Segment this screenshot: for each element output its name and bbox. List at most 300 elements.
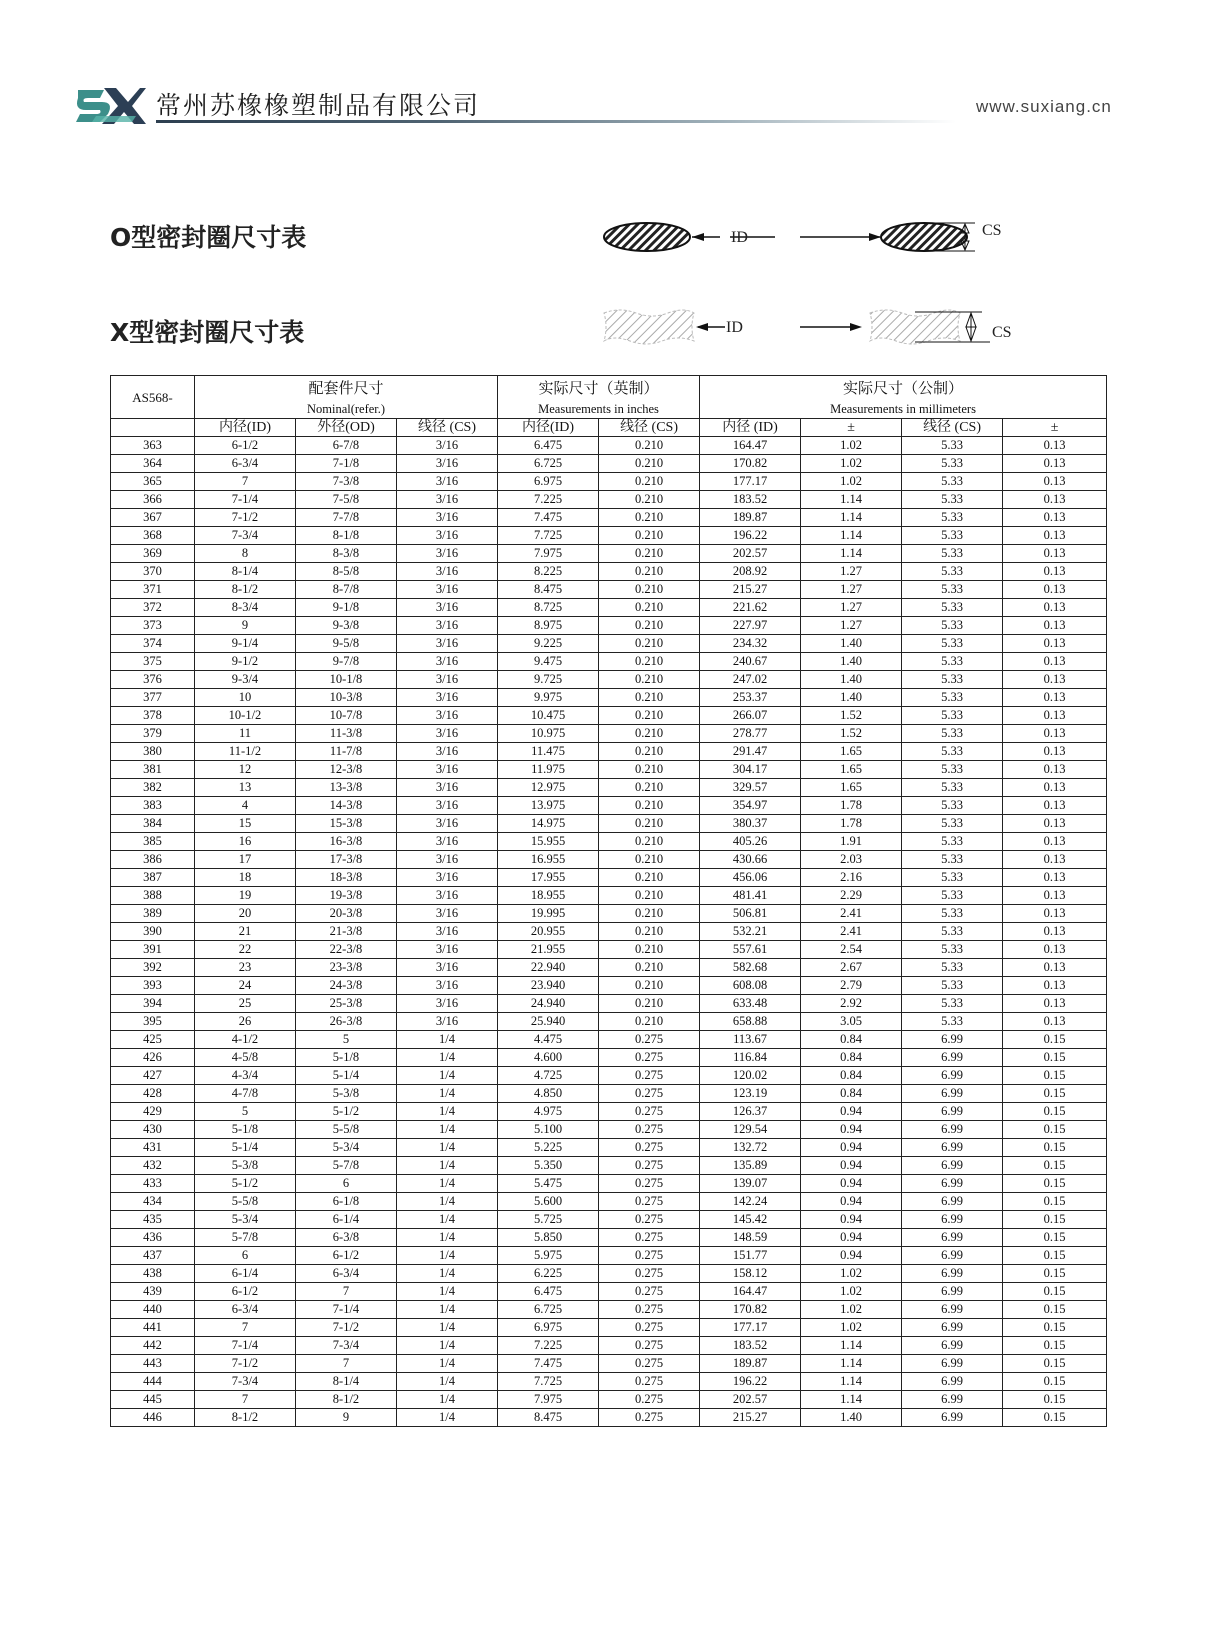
table-cell: 0.210 — [599, 509, 700, 527]
group-subheader-nominal: Nominal(refer.) — [195, 400, 498, 419]
table-cell: 5.33 — [902, 887, 1003, 905]
as568-code-cell: 438 — [111, 1265, 195, 1283]
table-cell: 5.100 — [498, 1121, 599, 1139]
table-cell: 7-1/8 — [296, 455, 397, 473]
table-cell: 253.37 — [700, 689, 801, 707]
table-cell: 3/16 — [397, 509, 498, 527]
table-cell: 0.13 — [1003, 545, 1107, 563]
table-cell: 9 — [195, 617, 296, 635]
table-cell: 3/16 — [397, 527, 498, 545]
table-cell: 291.47 — [700, 743, 801, 761]
table-cell: 5-1/8 — [195, 1121, 296, 1139]
table-cell: 3/16 — [397, 905, 498, 923]
table-cell: 215.27 — [700, 581, 801, 599]
table-cell: 6-1/4 — [195, 1265, 296, 1283]
table-cell: 0.13 — [1003, 509, 1107, 527]
table-cell: 21-3/8 — [296, 923, 397, 941]
table-cell: 0.210 — [599, 563, 700, 581]
table-cell: 196.22 — [700, 1373, 801, 1391]
as568-code-cell: 391 — [111, 941, 195, 959]
table-cell: 4-7/8 — [195, 1085, 296, 1103]
table-cell: 7-3/8 — [296, 473, 397, 491]
table-cell: 11 — [195, 725, 296, 743]
table-cell: 196.22 — [700, 527, 801, 545]
table-cell: 6-3/4 — [296, 1265, 397, 1283]
table-cell: 1/4 — [397, 1103, 498, 1121]
table-cell: 6.99 — [902, 1409, 1003, 1427]
table-cell: 11-1/2 — [195, 743, 296, 761]
table-cell: 170.82 — [700, 455, 801, 473]
table-cell: 26-3/8 — [296, 1013, 397, 1031]
table-cell: 7.225 — [498, 491, 599, 509]
table-row — [111, 905, 1107, 923]
table-cell: 0.13 — [1003, 1013, 1107, 1031]
table-cell: 0.210 — [599, 455, 700, 473]
table-cell: 24.940 — [498, 995, 599, 1013]
table-cell: 4-1/2 — [195, 1031, 296, 1049]
table-row — [111, 455, 1107, 473]
table-cell: 5.33 — [902, 473, 1003, 491]
table-cell: 183.52 — [700, 491, 801, 509]
table-cell: 142.24 — [700, 1193, 801, 1211]
table-cell: 5.33 — [902, 725, 1003, 743]
table-cell: 0.15 — [1003, 1031, 1107, 1049]
table-cell: 183.52 — [700, 1337, 801, 1355]
table-cell: 1.14 — [801, 1355, 902, 1373]
table-cell: 6.99 — [902, 1355, 1003, 1373]
table-cell: 240.67 — [700, 653, 801, 671]
table-cell: 11.475 — [498, 743, 599, 761]
table-cell: 506.81 — [700, 905, 801, 923]
as568-code-cell: 376 — [111, 671, 195, 689]
table-cell: 6.99 — [902, 1085, 1003, 1103]
col-header-inch-id: 内径(ID) — [498, 419, 599, 437]
table-cell: 9.975 — [498, 689, 599, 707]
table-cell: 6.99 — [902, 1283, 1003, 1301]
table-cell: 0.94 — [801, 1175, 902, 1193]
table-row — [111, 1283, 1107, 1301]
table-cell: 3/16 — [397, 797, 498, 815]
table-cell: 5.33 — [902, 743, 1003, 761]
table-cell: 0.94 — [801, 1193, 902, 1211]
table-cell: 5.33 — [902, 455, 1003, 473]
table-cell: 18.955 — [498, 887, 599, 905]
table-cell: 16-3/8 — [296, 833, 397, 851]
table-cell: 5.33 — [902, 653, 1003, 671]
table-cell: 0.210 — [599, 671, 700, 689]
table-cell: 8.475 — [498, 1409, 599, 1427]
table-cell: 0.210 — [599, 869, 700, 887]
as568-code-cell: 387 — [111, 869, 195, 887]
table-cell: 6.99 — [902, 1103, 1003, 1121]
table-cell: 1.14 — [801, 1373, 902, 1391]
table-cell: 15-3/8 — [296, 815, 397, 833]
as568-code-cell: 363 — [111, 437, 195, 455]
table-cell: 0.13 — [1003, 473, 1107, 491]
table-cell: 6-1/2 — [195, 437, 296, 455]
table-cell: 21 — [195, 923, 296, 941]
table-cell: 3/16 — [397, 977, 498, 995]
table-cell: 0.275 — [599, 1085, 700, 1103]
table-cell: 3/16 — [397, 887, 498, 905]
table-cell: 14.975 — [498, 815, 599, 833]
table-cell: 221.62 — [700, 599, 801, 617]
table-row — [111, 653, 1107, 671]
table-row — [111, 1013, 1107, 1031]
table-cell: 0.94 — [801, 1247, 902, 1265]
table-cell: 5.33 — [902, 815, 1003, 833]
table-row — [111, 1355, 1107, 1373]
table-row — [111, 1085, 1107, 1103]
table-row — [111, 1031, 1107, 1049]
as568-code-cell: 383 — [111, 797, 195, 815]
as568-code-cell: 374 — [111, 635, 195, 653]
table-cell: 5.850 — [498, 1229, 599, 1247]
as568-code-cell: 365 — [111, 473, 195, 491]
table-cell: 6.475 — [498, 1283, 599, 1301]
table-cell: 7.475 — [498, 1355, 599, 1373]
col-header-mm-cs: 线径 (CS) — [902, 419, 1003, 437]
table-cell: 8.225 — [498, 563, 599, 581]
table-cell: 3/16 — [397, 995, 498, 1013]
as568-code-cell: 377 — [111, 689, 195, 707]
table-cell: 1/4 — [397, 1409, 498, 1427]
table-cell: 0.13 — [1003, 887, 1107, 905]
o-ring-title: O型密封圈尺寸表 — [110, 223, 307, 252]
table-cell: 9.725 — [498, 671, 599, 689]
table-row — [111, 1373, 1107, 1391]
table-cell: 0.15 — [1003, 1265, 1107, 1283]
table-cell: 4.725 — [498, 1067, 599, 1085]
table-cell: 9.225 — [498, 635, 599, 653]
table-cell: 1.78 — [801, 797, 902, 815]
table-cell: 3.05 — [801, 1013, 902, 1031]
table-cell: 0.210 — [599, 545, 700, 563]
table-cell: 5.33 — [902, 833, 1003, 851]
table-cell: 1.14 — [801, 509, 902, 527]
table-cell: 10-1/2 — [195, 707, 296, 725]
table-cell: 5.33 — [902, 959, 1003, 977]
table-cell: 5.33 — [902, 545, 1003, 563]
table-cell: 2.29 — [801, 887, 902, 905]
table-cell: 12 — [195, 761, 296, 779]
table-cell: 247.02 — [700, 671, 801, 689]
table-cell: 16 — [195, 833, 296, 851]
table-cell: 4.475 — [498, 1031, 599, 1049]
as568-code-cell: 427 — [111, 1067, 195, 1085]
table-cell: 16.955 — [498, 851, 599, 869]
table-cell: 0.13 — [1003, 905, 1107, 923]
table-cell: 0.13 — [1003, 959, 1107, 977]
table-cell: 6 — [195, 1247, 296, 1265]
table-row — [111, 1193, 1107, 1211]
table-cell: 6.99 — [902, 1211, 1003, 1229]
table-cell: 8.725 — [498, 599, 599, 617]
table-cell: 0.13 — [1003, 761, 1107, 779]
table-row — [111, 707, 1107, 725]
table-cell: 0.210 — [599, 743, 700, 761]
table-cell: 11-3/8 — [296, 725, 397, 743]
table-cell: 2.03 — [801, 851, 902, 869]
table-cell: 7-1/4 — [195, 1337, 296, 1355]
table-cell: 1.02 — [801, 1265, 902, 1283]
table-cell: 7-3/4 — [195, 1373, 296, 1391]
as568-code-cell: 370 — [111, 563, 195, 581]
table-cell: 6.475 — [498, 437, 599, 455]
as568-code-cell: 373 — [111, 617, 195, 635]
table-cell: 10.975 — [498, 725, 599, 743]
table-cell: 1.40 — [801, 635, 902, 653]
table-cell: 12.975 — [498, 779, 599, 797]
table-row — [111, 545, 1107, 563]
x-ring-diagram — [600, 297, 1060, 357]
table-cell: 5.33 — [902, 779, 1003, 797]
o-ring-diagram — [600, 209, 1060, 269]
table-cell: 0.275 — [599, 1121, 700, 1139]
as568-code-cell: 381 — [111, 761, 195, 779]
table-cell: 23.940 — [498, 977, 599, 995]
table-cell: 126.37 — [700, 1103, 801, 1121]
table-cell: 304.17 — [700, 761, 801, 779]
table-cell: 24-3/8 — [296, 977, 397, 995]
as568-code-cell: 390 — [111, 923, 195, 941]
table-row — [111, 599, 1107, 617]
x-ring-section-left — [604, 310, 694, 344]
table-row — [111, 1175, 1107, 1193]
table-cell: 2.92 — [801, 995, 902, 1013]
table-cell: 0.275 — [599, 1139, 700, 1157]
table-row — [111, 1319, 1107, 1337]
as568-code-cell: 382 — [111, 779, 195, 797]
x-ring-title: X型密封圈尺寸表 — [110, 318, 305, 347]
table-cell: 4-3/4 — [195, 1067, 296, 1085]
table-cell: 0.210 — [599, 977, 700, 995]
table-cell: 9-1/2 — [195, 653, 296, 671]
table-cell: 10 — [195, 689, 296, 707]
table-cell: 6-3/4 — [195, 455, 296, 473]
as568-code-cell: 442 — [111, 1337, 195, 1355]
table-cell: 0.210 — [599, 797, 700, 815]
table-cell: 20 — [195, 905, 296, 923]
table-row — [111, 977, 1107, 995]
table-cell: 1/4 — [397, 1391, 498, 1409]
table-cell: 19-3/8 — [296, 887, 397, 905]
table-cell: 6.99 — [902, 1301, 1003, 1319]
table-cell: 481.41 — [700, 887, 801, 905]
table-cell: 14-3/8 — [296, 797, 397, 815]
as568-code-cell: 440 — [111, 1301, 195, 1319]
table-cell: 6.975 — [498, 473, 599, 491]
table-cell: 5-7/8 — [296, 1157, 397, 1175]
table-cell: 0.275 — [599, 1409, 700, 1427]
table-row — [111, 617, 1107, 635]
table-cell: 6.725 — [498, 455, 599, 473]
table-cell: 0.15 — [1003, 1391, 1107, 1409]
table-row — [111, 509, 1107, 527]
as568-code-cell: 366 — [111, 491, 195, 509]
table-cell: 7-7/8 — [296, 509, 397, 527]
table-cell: 13 — [195, 779, 296, 797]
table-cell: 1/4 — [397, 1337, 498, 1355]
table-cell: 5-1/8 — [296, 1049, 397, 1067]
table-cell: 6.99 — [902, 1121, 1003, 1139]
table-cell: 0.15 — [1003, 1319, 1107, 1337]
as568-code-cell: 432 — [111, 1157, 195, 1175]
table-cell: 3/16 — [397, 437, 498, 455]
table-cell: 5.33 — [902, 905, 1003, 923]
table-cell: 0.210 — [599, 995, 700, 1013]
table-cell: 1/4 — [397, 1157, 498, 1175]
table-cell: 3/16 — [397, 743, 498, 761]
table-cell: 6.99 — [902, 1229, 1003, 1247]
as568-code-cell: 435 — [111, 1211, 195, 1229]
table-cell: 15 — [195, 815, 296, 833]
table-cell: 6.99 — [902, 1139, 1003, 1157]
table-cell: 6-1/4 — [296, 1211, 397, 1229]
table-cell: 405.26 — [700, 833, 801, 851]
table-cell: 7-3/4 — [296, 1337, 397, 1355]
table-cell: 25 — [195, 995, 296, 1013]
as568-code-cell: 386 — [111, 851, 195, 869]
table-cell: 6-3/8 — [296, 1229, 397, 1247]
table-cell: 9-5/8 — [296, 635, 397, 653]
table-cell: 0.275 — [599, 1337, 700, 1355]
table-cell: 5 — [296, 1031, 397, 1049]
table-cell: 0.210 — [599, 815, 700, 833]
table-cell: 5 — [195, 1103, 296, 1121]
table-cell: 1.02 — [801, 455, 902, 473]
table-cell: 0.210 — [599, 635, 700, 653]
table-row — [111, 671, 1107, 689]
as568-code-cell: 439 — [111, 1283, 195, 1301]
table-cell: 8-1/4 — [195, 563, 296, 581]
as568-code-cell: 389 — [111, 905, 195, 923]
col-header-mm-cs-tol: ± — [1003, 419, 1107, 437]
table-row — [111, 491, 1107, 509]
table-cell: 8-3/8 — [296, 545, 397, 563]
table-row — [111, 851, 1107, 869]
table-cell: 5-1/2 — [296, 1103, 397, 1121]
table-cell: 8 — [195, 545, 296, 563]
table-cell: 5-3/8 — [195, 1157, 296, 1175]
table-cell: 1.65 — [801, 743, 902, 761]
table-cell: 3/16 — [397, 563, 498, 581]
as568-code-cell: 368 — [111, 527, 195, 545]
table-cell: 3/16 — [397, 491, 498, 509]
as568-code-cell: 384 — [111, 815, 195, 833]
table-cell: 5.33 — [902, 635, 1003, 653]
table-cell: 26 — [195, 1013, 296, 1031]
table-cell: 6-1/2 — [195, 1283, 296, 1301]
table-cell: 17 — [195, 851, 296, 869]
table-cell: 4 — [195, 797, 296, 815]
table-cell: 7-1/2 — [296, 1319, 397, 1337]
table-row — [111, 1301, 1107, 1319]
table-cell: 5.33 — [902, 1013, 1003, 1031]
table-cell: 7 — [195, 1319, 296, 1337]
table-cell: 0.94 — [801, 1157, 902, 1175]
table-cell: 1.91 — [801, 833, 902, 851]
table-row — [111, 1139, 1107, 1157]
col-header-inch-cs: 线径 (CS) — [599, 419, 700, 437]
as568-code-cell: 385 — [111, 833, 195, 851]
table-cell: 1.78 — [801, 815, 902, 833]
table-cell: 354.97 — [700, 797, 801, 815]
table-cell: 2.67 — [801, 959, 902, 977]
table-cell: 8-5/8 — [296, 563, 397, 581]
table-cell: 380.37 — [700, 815, 801, 833]
table-row — [111, 1229, 1107, 1247]
table-cell: 532.21 — [700, 923, 801, 941]
as568-code-cell: 431 — [111, 1139, 195, 1157]
page-header — [0, 0, 1205, 150]
o-ring-section-right — [881, 223, 967, 251]
table-cell: 139.07 — [700, 1175, 801, 1193]
table-cell: 0.275 — [599, 1103, 700, 1121]
table-cell: 1/4 — [397, 1031, 498, 1049]
table-cell: 0.13 — [1003, 797, 1107, 815]
website-link[interactable]: www.suxiang.cn — [976, 97, 1112, 116]
table-cell: 5.600 — [498, 1193, 599, 1211]
table-cell: 4.600 — [498, 1049, 599, 1067]
table-cell: 215.27 — [700, 1409, 801, 1427]
table-cell: 0.275 — [599, 1283, 700, 1301]
table-cell: 0.94 — [801, 1211, 902, 1229]
x-ring-id-label: ID — [726, 319, 743, 336]
group-header-nominal: 配套件尺寸 — [195, 376, 498, 401]
table-cell: 170.82 — [700, 1301, 801, 1319]
table-cell: 1/4 — [397, 1139, 498, 1157]
table-cell: 0.15 — [1003, 1049, 1107, 1067]
table-cell: 3/16 — [397, 653, 498, 671]
table-row — [111, 1337, 1107, 1355]
table-cell: 6.99 — [902, 1337, 1003, 1355]
table-cell: 5.33 — [902, 563, 1003, 581]
table-cell: 1.14 — [801, 545, 902, 563]
table-cell: 5-5/8 — [296, 1121, 397, 1139]
table-cell: 1/4 — [397, 1067, 498, 1085]
table-cell: 13.975 — [498, 797, 599, 815]
table-cell: 2.79 — [801, 977, 902, 995]
table-cell: 7 — [195, 473, 296, 491]
table-cell: 0.13 — [1003, 563, 1107, 581]
table-cell: 5.33 — [902, 617, 1003, 635]
column-subheaders — [111, 419, 1107, 437]
table-cell: 6.99 — [902, 1049, 1003, 1067]
table-cell: 5.33 — [902, 761, 1003, 779]
table-cell: 151.77 — [700, 1247, 801, 1265]
table-cell: 0.210 — [599, 707, 700, 725]
table-cell: 1.27 — [801, 599, 902, 617]
table-cell: 11-7/8 — [296, 743, 397, 761]
table-cell: 0.210 — [599, 887, 700, 905]
as568-code-cell: 441 — [111, 1319, 195, 1337]
table-cell: 278.77 — [700, 725, 801, 743]
table-cell: 3/16 — [397, 473, 498, 491]
table-cell: 0.275 — [599, 1229, 700, 1247]
table-row — [111, 1049, 1107, 1067]
table-row — [111, 1247, 1107, 1265]
table-cell: 135.89 — [700, 1157, 801, 1175]
table-cell: 1/4 — [397, 1373, 498, 1391]
table-cell: 0.13 — [1003, 851, 1107, 869]
table-cell: 5.225 — [498, 1139, 599, 1157]
table-cell: 5-1/4 — [195, 1139, 296, 1157]
table-cell: 7-1/4 — [296, 1301, 397, 1319]
table-cell: 0.275 — [599, 1067, 700, 1085]
table-cell: 0.15 — [1003, 1229, 1107, 1247]
table-cell: 7.475 — [498, 509, 599, 527]
